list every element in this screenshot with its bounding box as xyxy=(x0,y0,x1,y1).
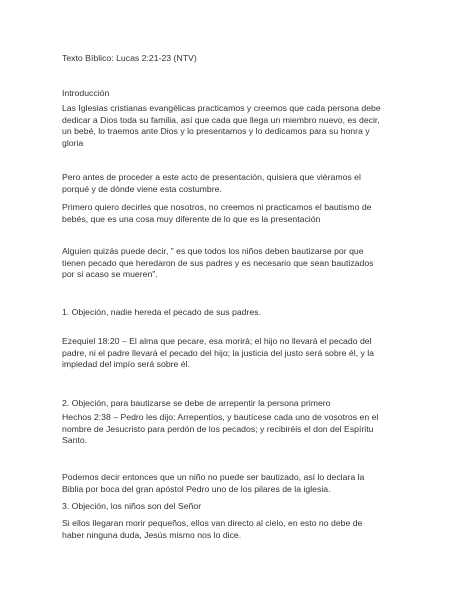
paragraph-line: Primero quiero decirles que nosotros, no creemos ni practicamos el bautismo de xyxy=(62,202,372,212)
paragraph-line: gloria xyxy=(62,137,84,148)
document-title: Texto Bíblico: Lucas 2:21-23 (NTV) xyxy=(62,53,197,63)
paragraph-ezekiel xyxy=(62,336,407,371)
paragraph-line: Si ellos llegaran morir pequeños, ellos van directo al cielo, en esto no debe de xyxy=(62,518,363,528)
paragraph-line: Hechos 2:38 – Pedro les dijo: Arrepentíos, y bautícese cada uno de vosotros en el xyxy=(62,412,379,422)
paragraph-line: tienen pecado que heredaron de sus padres y es necesario que sean bautizados xyxy=(62,257,374,268)
paragraph-line: bebés, que es una cosa muy diferente de lo que es la presentación xyxy=(62,213,321,224)
paragraph-heaven xyxy=(62,518,407,541)
paragraph-question xyxy=(62,246,407,281)
paragraph-conclusion xyxy=(62,472,407,495)
paragraph-line: padre, ni el padre llevará el pecado del hijo; la justicia del justo será sobre él, y la xyxy=(62,347,374,358)
paragraph-line: Pero antes de proceder a este acto de presentación, quisiera que viéramos el xyxy=(62,172,361,182)
paragraph-line: Podemos decir entonces que un niño no puede ser bautizado, así lo declara la xyxy=(62,472,365,482)
paragraph-line: porqué y de dónde viene esta costumbre. xyxy=(62,183,222,194)
paragraph-line: dedicar a Dios toda su familia, así que cada que llega un miembro nuevo, es decir, xyxy=(62,114,380,125)
paragraph-acts xyxy=(62,412,407,447)
objection-3-heading: 3. Objeción, los niños son del Señor xyxy=(62,501,202,511)
paragraph-line: impiedad del impío será sobre él. xyxy=(62,359,190,370)
objection-1-heading: 1. Objeción, nadie hereda el pecado de sus padres. xyxy=(62,307,261,317)
paragraph-line: Alguien quizás puede decir, " es que todos los niños deben bautizarse por que xyxy=(62,246,364,256)
paragraph-line: un bebé, lo traemos ante Dios y lo presentamos y lo dedicamos para su honra y xyxy=(62,126,370,137)
paragraph-line: haber ninguna duda, Jesús mismo nos lo dice. xyxy=(62,529,242,540)
paragraph-line: Ezequiel 18:20 – El alma que pecare, esa morirá; el hijo no llevará el pecado del xyxy=(62,336,372,346)
paragraph-line: Las Iglesias cristianas evangélicas practicamos y creemos que cada persona debe xyxy=(62,103,381,113)
paragraph-origin xyxy=(62,172,407,195)
paragraph-line: Biblia por boca del gran apóstol Pedro uno de los pilares de la iglesia. xyxy=(62,483,331,494)
objection-2-heading: 2. Objeción, para bautizarse se debe de arrepentir la persona primero xyxy=(62,398,331,408)
paragraph-line: Santo. xyxy=(62,435,88,446)
paragraph-line: por si acaso se mueren". xyxy=(62,269,158,280)
intro-heading: Introducción xyxy=(62,88,110,98)
paragraph-intro xyxy=(62,103,407,149)
paragraph-line: nombre de Jesucristo para perdón de los pecados; y recibiréis el don del Espíritu xyxy=(62,423,374,434)
paragraph-baptism xyxy=(62,202,407,225)
